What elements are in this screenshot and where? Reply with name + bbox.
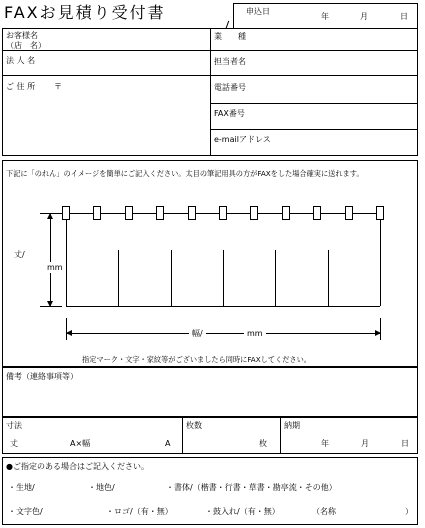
height-arrow-down [47, 301, 53, 307]
height-unit: mm [47, 263, 63, 272]
size-label: 寸法 [6, 421, 22, 430]
size-quantity-divider [182, 417, 183, 454]
form-title: FAXお見積り受付書 [4, 3, 166, 22]
fax-number-label: FAX番号 [214, 109, 245, 118]
drawing-instructions: 下記に「のれん」のイメージを簡単にご記入ください。太目の筆記用具の方がFAXをした場合確実に送れます。 [6, 169, 364, 178]
application-date-year: 年 [321, 12, 329, 21]
customer-name-sub-label: （店 名） [6, 41, 46, 50]
quantity-delivery-divider [280, 417, 281, 454]
business-type-label: 業 種 [214, 32, 246, 41]
width-dimension-line [66, 333, 380, 334]
remarks-label: 備考（連絡事項等） [6, 372, 78, 381]
width-dimension-right-tick [380, 318, 381, 340]
delivery-month: 月 [361, 439, 369, 448]
size-width-label: A×幅 [70, 439, 91, 448]
width-unit: mm [244, 329, 266, 338]
noren-hanging-loop [219, 206, 227, 220]
delivery-label: 納期 [284, 421, 300, 430]
width-dimension-left-tick [66, 318, 67, 340]
noren-hanging-loop [282, 206, 290, 220]
ground-color-option[interactable]: ・地色/ [88, 483, 115, 492]
noren-hanging-loop [125, 206, 133, 220]
options-heading: ●ご指定のある場合はご記入ください。 [6, 462, 149, 471]
attachment-notice: 指定マーク・文字・家紋等がございましたら同時にFAXしてください。 [82, 355, 311, 364]
border-option[interactable]: ・鼓入れ/（有・無） [205, 507, 280, 516]
size-length-field[interactable] [22, 436, 66, 451]
application-date-label: 申込日 [246, 7, 270, 16]
name-field-label: （名称 [312, 507, 336, 516]
application-date-day: 日 [400, 12, 408, 21]
corporation-label: 法 人 名 [6, 56, 36, 65]
address-label: ご 住 所 [6, 82, 36, 91]
noren-panel-slit [223, 250, 224, 306]
size-width-field[interactable] [94, 436, 162, 451]
size-unit-label: A [165, 439, 171, 448]
noren-hanging-loop [313, 206, 321, 220]
noren-hanging-loop [188, 206, 196, 220]
width-label: 幅/ [189, 329, 206, 338]
logo-option[interactable]: ・ロゴ/（有・無） [106, 507, 173, 516]
name-field[interactable] [340, 505, 402, 519]
application-date-month: 月 [360, 12, 368, 21]
name-field-close: ） [405, 507, 413, 516]
noren-panel-slit [118, 250, 119, 306]
text-color-option[interactable]: ・文字色/ [8, 507, 43, 516]
noren-hanging-loop [250, 206, 258, 220]
person-in-charge-label: 担当者名 [214, 57, 246, 66]
delivery-year: 年 [321, 439, 329, 448]
noren-hanging-loop [376, 206, 384, 220]
noren-panel-slit [171, 250, 172, 306]
width-arrow-right [375, 330, 381, 336]
phone-number-label: 電話番号 [214, 83, 246, 92]
customer-name-label: お客様名 [6, 31, 38, 40]
height-arrow-up [47, 213, 53, 219]
size-length-label: 丈 [10, 439, 18, 448]
height-label: 丈/ [14, 250, 25, 259]
quantity-label: 枚数 [186, 421, 202, 430]
quantity-field[interactable] [190, 436, 256, 451]
height-dimension-line [50, 213, 51, 306]
noren-left-edge [66, 213, 67, 306]
noren-hanging-loop [62, 206, 70, 220]
noren-hanging-loop [156, 206, 164, 220]
noren-bottom-edge [66, 306, 380, 307]
remarks-field[interactable] [4, 384, 416, 415]
postal-mark: 〒 [54, 82, 62, 91]
quantity-unit: 枚 [259, 439, 267, 448]
noren-right-edge [380, 213, 381, 306]
typeface-option[interactable]: ・書体/（楷書・行書・草書・勘亭流・その他） [166, 483, 337, 492]
noren-hanging-loop [345, 206, 353, 220]
fabric-option[interactable]: ・生地/ [8, 483, 35, 492]
noren-panel-slit [275, 250, 276, 306]
width-arrow-left [66, 330, 72, 336]
email-label: e-mailアドレス [214, 135, 271, 144]
delivery-day: 日 [401, 439, 409, 448]
noren-panel-slit [328, 250, 329, 306]
noren-hanging-loop [93, 206, 101, 220]
